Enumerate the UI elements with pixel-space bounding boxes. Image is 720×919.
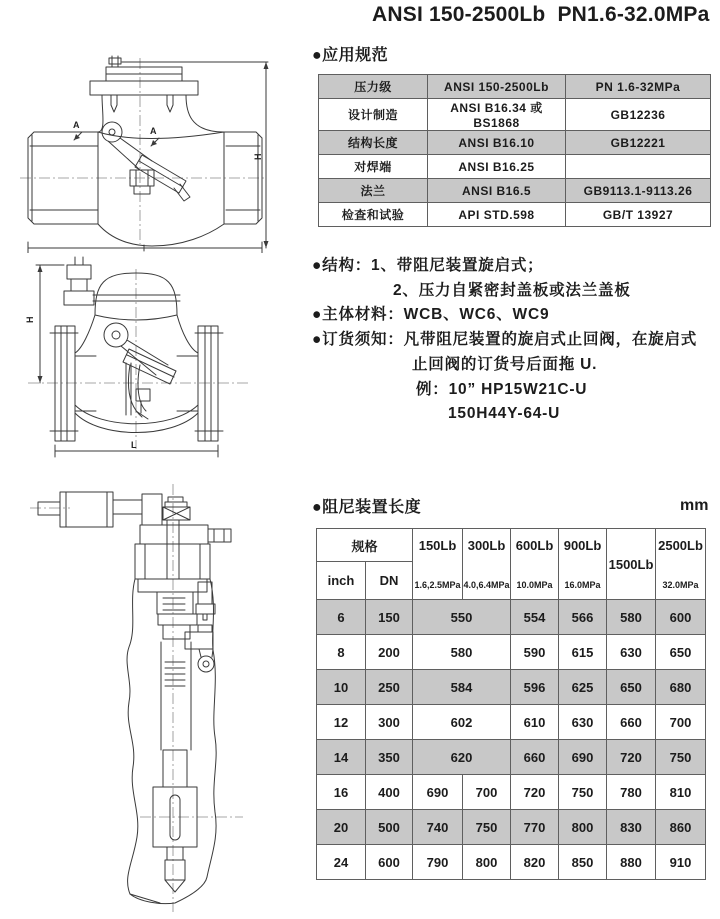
table-header-row — [317, 529, 706, 562]
cell: 740 — [413, 810, 463, 845]
damper-length-heading: ●阻尼装置长度 — [312, 499, 422, 516]
header-cell: 规格 — [317, 529, 413, 562]
cell: 910 — [656, 845, 706, 880]
cell: 554 — [511, 600, 559, 635]
table-row — [319, 75, 711, 99]
material-note-line: ●主体材料：WCB、WC6、WC9 — [312, 306, 550, 324]
application-spec-heading: ●应用规范 — [312, 47, 389, 64]
table-row — [319, 131, 711, 155]
cell: 720 — [511, 775, 559, 810]
cell: GB12236 — [566, 99, 711, 131]
header-cell — [559, 529, 607, 600]
cell: 580 — [607, 600, 656, 635]
cell: 对焊端 — [319, 155, 428, 179]
notes-block — [312, 254, 716, 427]
cell: 610 — [511, 705, 559, 740]
cell: 680 — [656, 670, 706, 705]
damper-length-table — [316, 528, 706, 880]
cell: 830 — [607, 810, 656, 845]
page-title: ANSI 150-2500Lb PN1.6-32.0MPa — [372, 3, 710, 26]
pressure-class-label: 2500Lb — [658, 537, 703, 553]
cell: 650 — [656, 635, 706, 670]
cell: 结构长度 — [319, 131, 428, 155]
cell: 770 — [511, 810, 559, 845]
cell: ANSI B16.10 — [428, 131, 566, 155]
cell: 8 — [317, 635, 366, 670]
cell: 24 — [317, 845, 366, 880]
pressure-mpa-label: 1.6,2.5MPa — [414, 579, 461, 590]
header-cell — [463, 529, 511, 600]
cell: 200 — [366, 635, 413, 670]
cell: 780 — [607, 775, 656, 810]
cell: GB9113.1-9113.26 — [566, 179, 711, 203]
cell: 设计制造 — [319, 99, 428, 131]
pressure-mpa-label: 16.0MPa — [564, 579, 601, 590]
pressure-mpa-label: 10.0MPa — [516, 579, 553, 590]
cell: 860 — [656, 810, 706, 845]
cell: GB12221 — [566, 131, 711, 155]
cell: 880 — [607, 845, 656, 880]
cell: 620 — [413, 740, 511, 775]
table-row — [319, 203, 711, 227]
pressure-class-label: 150Lb — [418, 537, 457, 553]
table-row — [317, 705, 706, 740]
ordering-note-line: 止回阀的订货号后面拖 U. — [412, 355, 598, 373]
cell: 20 — [317, 810, 366, 845]
cell: 602 — [413, 705, 511, 740]
pressure-mpa-label: 4.0,6.4MPa — [463, 579, 510, 590]
cell: 596 — [511, 670, 559, 705]
pressure-class-label: 1500Lb — [608, 556, 654, 572]
table-row — [317, 740, 706, 775]
cell: 500 — [366, 810, 413, 845]
cell: 550 — [413, 600, 511, 635]
dim-h-label: H — [253, 153, 263, 160]
cell: 600 — [366, 845, 413, 880]
cell: API STD.598 — [428, 203, 566, 227]
table-row — [317, 845, 706, 880]
pressure-mpa-label: 32.0MPa — [662, 579, 699, 590]
table-row — [317, 600, 706, 635]
cell: 750 — [656, 740, 706, 775]
cell: 16 — [317, 775, 366, 810]
cell: 566 — [559, 600, 607, 635]
cell: 750 — [463, 810, 511, 845]
cell: 630 — [559, 705, 607, 740]
table-row — [319, 155, 711, 179]
header-cell — [511, 529, 559, 600]
dim-l-label: L — [131, 440, 137, 450]
header-cell — [656, 529, 706, 600]
cell: PN 1.6-32MPa — [566, 75, 711, 99]
cell: 法兰 — [319, 179, 428, 203]
table-row — [317, 810, 706, 845]
cell: 590 — [511, 635, 559, 670]
header-cell — [413, 529, 463, 600]
cell: 720 — [607, 740, 656, 775]
cell: 300 — [366, 705, 413, 740]
pressure-class-label: 900Lb — [563, 537, 602, 553]
cell: 750 — [559, 775, 607, 810]
cell: 690 — [559, 740, 607, 775]
cell: 700 — [463, 775, 511, 810]
swing-check-valve-flanged-drawing — [0, 253, 310, 463]
cell: 800 — [559, 810, 607, 845]
cell: GB/T 13927 — [566, 203, 711, 227]
structure-note-line: ●结构：1、带阻尼装置旋启式； — [312, 257, 544, 274]
cell: 250 — [366, 670, 413, 705]
structure-note-line: 2、压力自紧密封盖板或法兰盖板 — [393, 281, 631, 299]
cell: 850 — [559, 845, 607, 880]
header-cell: inch — [317, 562, 366, 600]
table-row — [319, 99, 711, 131]
pressure-class-label: 600Lb — [515, 537, 554, 553]
cell: 6 — [317, 600, 366, 635]
cell: 790 — [413, 845, 463, 880]
ordering-example-line: 例：10” HP15W21C-U — [416, 380, 588, 398]
cell: 700 — [656, 705, 706, 740]
table-row — [317, 635, 706, 670]
application-spec-table — [318, 74, 711, 227]
cell: 检查和试验 — [319, 203, 428, 227]
cell: 10 — [317, 670, 366, 705]
section-a-label: A — [73, 120, 80, 130]
cell: ANSI B16.25 — [428, 155, 566, 179]
ordering-note-line: ●订货须知：凡带阻尼装置的旋启式止回阀，在旋启式 — [312, 331, 698, 349]
cell: 584 — [413, 670, 511, 705]
cell: 350 — [366, 740, 413, 775]
cell: 600 — [656, 600, 706, 635]
table-row — [317, 670, 706, 705]
header-cell — [607, 529, 656, 600]
damping-device-drawing — [15, 482, 305, 919]
cell: 12 — [317, 705, 366, 740]
cell: 650 — [607, 670, 656, 705]
cell: 820 — [511, 845, 559, 880]
unit-label: mm — [680, 497, 709, 514]
cell: ANSI 150-2500Lb — [428, 75, 566, 99]
cell — [566, 155, 711, 179]
cell: 400 — [366, 775, 413, 810]
cell: 压力级 — [319, 75, 428, 99]
pressure-class-label: 300Lb — [467, 537, 506, 553]
cell: ANSI B16.34 或 BS1868 — [428, 99, 566, 131]
cell: 580 — [413, 635, 511, 670]
section-a-label: A — [150, 126, 157, 136]
cell: 615 — [559, 635, 607, 670]
cell: 690 — [413, 775, 463, 810]
ordering-example-line: 150H44Y-64-U — [448, 405, 561, 423]
header-cell: DN — [366, 562, 413, 600]
dim-h-label: H — [25, 316, 35, 323]
cell: 630 — [607, 635, 656, 670]
swing-check-valve-buttweld-drawing — [2, 48, 312, 253]
cell: 625 — [559, 670, 607, 705]
table-row — [317, 775, 706, 810]
cell: 810 — [656, 775, 706, 810]
cell: 150 — [366, 600, 413, 635]
cell: 800 — [463, 845, 511, 880]
cell: 14 — [317, 740, 366, 775]
cell: ANSI B16.5 — [428, 179, 566, 203]
cell: 660 — [511, 740, 559, 775]
table-row — [319, 179, 711, 203]
cell: 660 — [607, 705, 656, 740]
